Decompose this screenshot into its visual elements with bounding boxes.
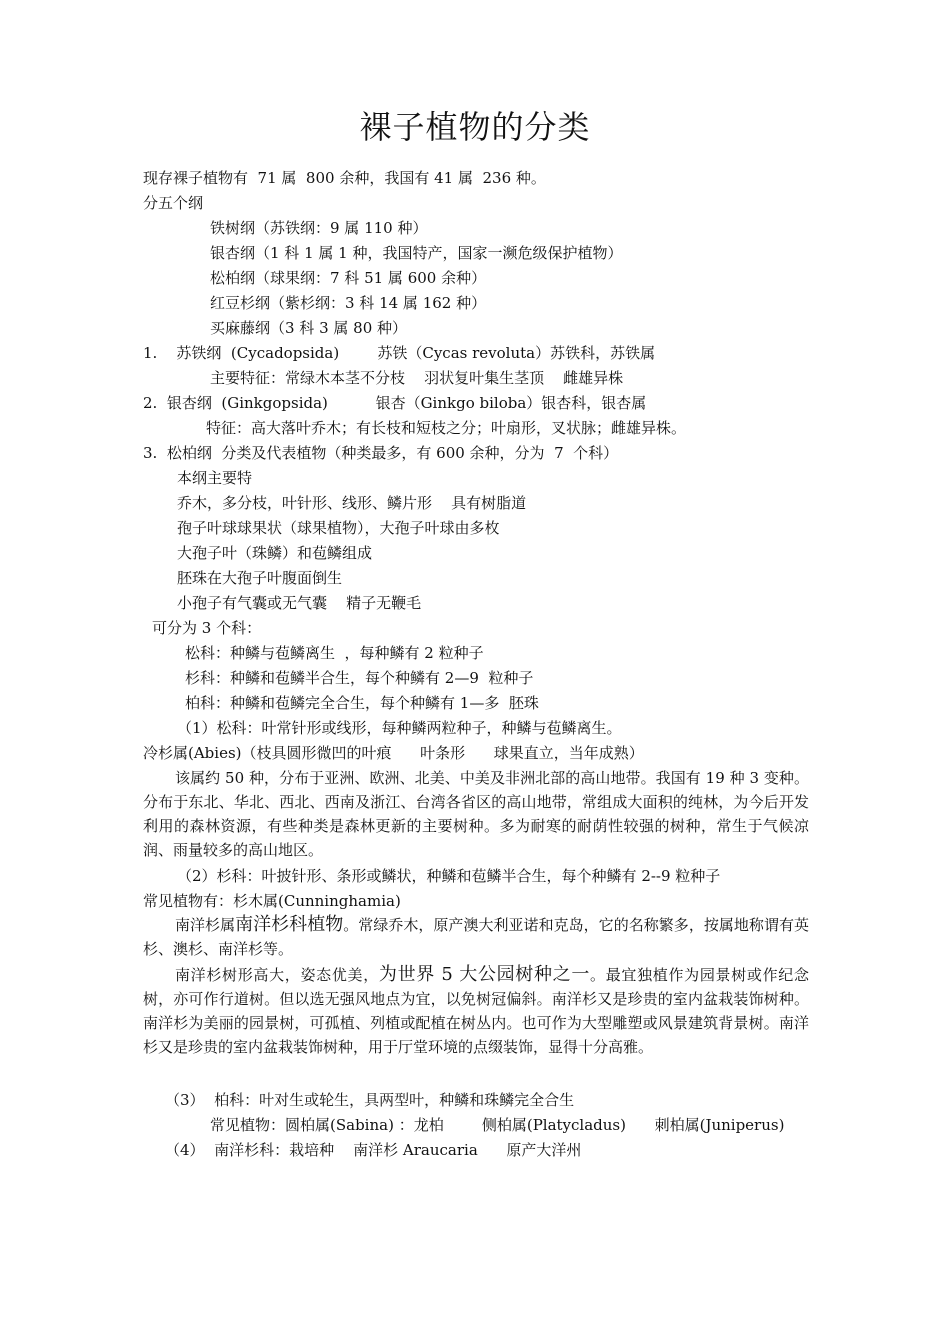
text-run: 。最宜独植作为园景树或作纪念树，亦可作行道树。但以选无强风地点为宜，以免树冠偏斜。南洋杉又是珍贵的室内盆栽装饰树种。南洋杉为美丽的园景树，可孤植、列植或配植在树丛内。也可作为大型雕塑或风景建筑背景树。南洋杉又是珍贵的室内盆栽装饰树种，用于厅堂环境的点缀装饰，显得十分高雅。 [143,966,809,1056]
section-1-heading: 1. 苏铁纲 (Cycadopsida) 苏铁（Cycas revoluta）苏铁科，苏铁属 [143,344,656,362]
abies-paragraph: 该属约 50 种，分布于亚洲、欧洲、北美、中美及非洲北部的高山地带。我国有 19 种 3 变种。分布于东北、华北、西北、西南及浙江、台湾各省区的高山地带，常组成大面积的纯林，为今后开发利用的森林资源，有些种类是森林更新的主要树种。多为耐寒的耐荫性较强的树种，常生于气候凉润、雨量较多的高山地区。 [143,769,809,859]
trait-line: 胚珠在大孢子叶腹面倒生 [177,569,343,587]
class-item: 买麻藤纲（3 科 3 属 80 种） [210,319,408,337]
family-item: 柏科：种鳞和苞鳞完全合生，每个种鳞有 1—多 胚珠 [185,694,539,712]
araucaria-paragraph-1 [143,913,809,961]
araucaria-paragraph-2 [143,963,809,1059]
cypress-family-line: （2）杉科：叶披针形、条形或鳞状，种鳞和苞鳞半合生，每个种鳞有 2--9 粒种子 [177,867,721,885]
family-item: 杉科：种鳞和苞鳞半合生，每个种鳞有 2—9 粒种子 [185,669,534,687]
section-3-heading: 3. 松柏纲 分类及代表植物（种类最多，有 600 余种，分为 7 个科） [143,444,619,462]
intro-line: 现存裸子植物有 71 属 800 余种，我国有 41 属 236 种。 [143,169,546,187]
family-item: 松科：种鳞与苞鳞离生 ，每种鳞有 2 粒种子 [185,644,484,662]
class-item: 红豆杉纲（紫杉纲：3 科 14 属 162 种） [210,294,487,312]
text-run-large: 为世界 5 大公园树种之一 [378,964,591,985]
juniper-family-line: （3） 柏科：叶对生或轮生，具两型叶，种鳞和珠鳞完全合生 [165,1091,575,1109]
class-item: 松柏纲（球果纲：7 科 51 属 600 余种） [210,269,487,287]
page-title: 裸子植物的分类 [359,108,591,146]
text-run: 南洋杉树形高大，姿态优美， [175,966,379,984]
families-label: 可分为 3 个科： [152,619,262,637]
section-2-heading: 2. 银杏纲 (Ginkgopsida) 银杏（Ginkgo biloba）银杏科，银杏属 [143,394,647,412]
trait-line: 大孢子叶（珠鳞）和苞鳞组成 [177,544,373,562]
text-run: 。常绿乔木，原产澳大利亚诺和克岛，它的名称繁多，按属地称谓有英杉、澳杉、南洋杉等。 [143,916,809,958]
text-run-large: 南洋杉科植物 [235,914,344,935]
common-plants-line: 常见植物有：杉木属(Cunninghamia) [143,892,401,910]
section-2-feature: 特征：高大落叶乔木；有长枝和短枝之分；叶扇形，叉状脉；雌雄异株。 [206,419,687,437]
trait-line: 小孢子有气囊或无气囊 精子无鞭毛 [177,594,422,612]
juniper-plants-line: 常见植物：圆柏属(Sabina) ：龙柏 侧柏属(Platycladus) 刺柏属(Juniperus) [210,1116,785,1134]
trait-line: 孢子叶球球果状（球果植物），大孢子叶球由多枚 [177,519,500,537]
section-1-feature: 主要特征：常绿木本茎不分枝 羽状复叶集生茎顶 雌雄异株 [210,369,624,387]
trait-line: 乔木，多分枝，叶针形、线形、鳞片形 具有树脂道 [177,494,527,512]
class-item: 银杏纲（1 科 1 属 1 种，我国特产，国家一濒危级保护植物） [210,244,623,262]
class-item: 铁树纲（苏铁纲：9 属 110 种） [210,219,428,237]
abies-heading: 冷杉属(Abies)（枝具圆形微凹的叶痕 叶条形 球果直立，当年成熟） [143,744,644,762]
araucariaceae-line: （4） 南洋杉科：栽培种 南洋杉 Araucaria 原产大洋州 [165,1141,582,1159]
five-classes-label: 分五个纲 [143,194,204,212]
trait-line: 本纲主要特 [177,469,253,487]
text-run: 南洋杉属 [175,916,236,934]
pine-family-line: （1）松科：叶常针形或线形，每种鳞两粒种子，种鳞与苞鳞离生。 [177,719,622,737]
